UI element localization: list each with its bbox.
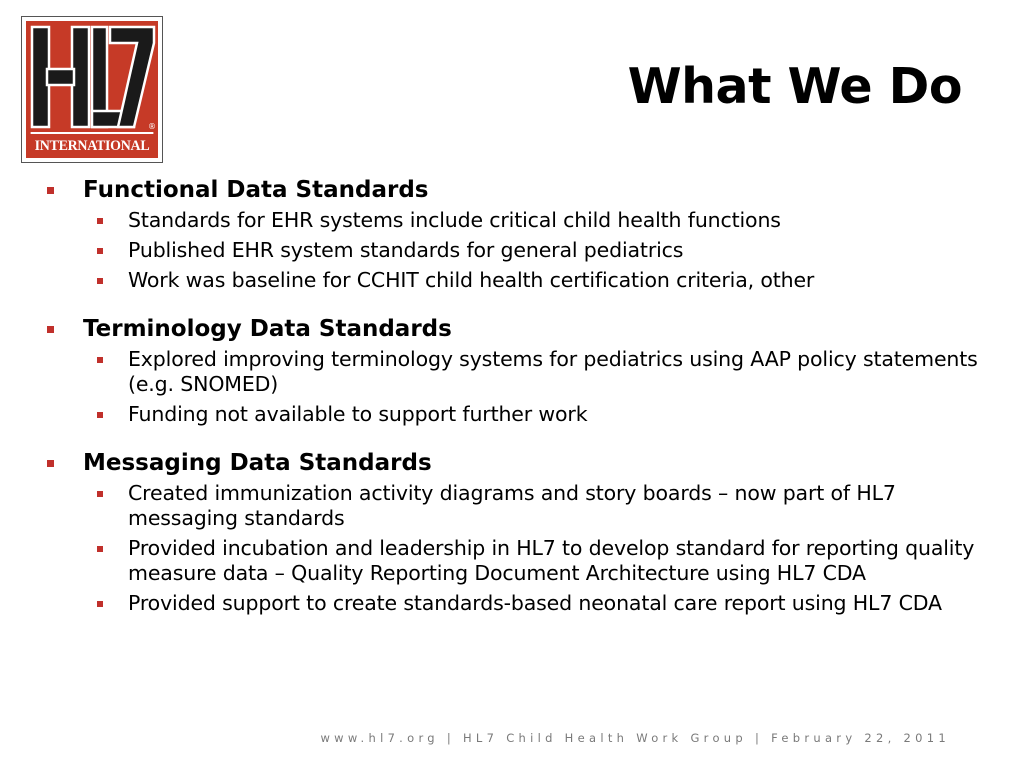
list-item-text: Funding not available to support further work <box>128 402 588 426</box>
square-bullet-icon <box>45 176 83 206</box>
section-heading-text: Functional Data Standards <box>83 177 429 203</box>
list-item-text: Standards for EHR systems include critical child health functions <box>128 208 781 232</box>
hl7-logo-mark <box>26 21 158 158</box>
sub-bullet-list <box>45 347 1005 427</box>
section-heading <box>45 176 1005 206</box>
hl7-logo <box>21 16 163 163</box>
list-item-text: Provided incubation and leadership in HL7 to develop standard for reporting quality measure data – Quality Reporting Document Architecture using HL7 CDA <box>128 536 975 585</box>
section-functional <box>45 176 1005 293</box>
list-item-text: Work was baseline for CCHIT child health certification criteria, other <box>128 268 815 292</box>
square-bullet-icon <box>93 591 128 615</box>
square-bullet-icon <box>93 402 128 426</box>
list-item <box>45 591 1005 616</box>
list-item <box>45 208 1005 233</box>
list-item-text: Created immunization activity diagrams and story boards – now part of HL7 messaging standards <box>128 481 896 530</box>
section-heading <box>45 449 1005 479</box>
square-bullet-icon <box>93 268 128 292</box>
square-bullet-icon <box>93 536 128 560</box>
section-messaging <box>45 449 1005 616</box>
hl7-logo-letters-icon <box>26 21 158 135</box>
section-heading-text: Messaging Data Standards <box>83 450 432 476</box>
square-bullet-icon <box>93 208 128 232</box>
square-bullet-icon <box>45 315 83 345</box>
section-terminology <box>45 315 1005 427</box>
list-item <box>45 238 1005 263</box>
list-item <box>45 402 1005 427</box>
section-heading-text: Terminology Data Standards <box>83 316 452 342</box>
list-item-text: Published EHR system standards for general pediatrics <box>128 238 684 262</box>
sub-bullet-list <box>45 481 1005 616</box>
slide-title: What We Do <box>627 58 962 115</box>
registered-mark: ® <box>148 122 156 131</box>
list-item <box>45 481 1005 531</box>
square-bullet-icon <box>93 347 128 371</box>
sub-bullet-list <box>45 208 1005 293</box>
logo-subtitle: INTERNATIONAL <box>31 132 154 158</box>
square-bullet-icon <box>93 481 128 505</box>
list-item-text: Explored improving terminology systems for pediatrics using AAP policy statements (e.g. SNOMED) <box>128 347 978 396</box>
list-item-text: Provided support to create standards-based neonatal care report using HL7 CDA <box>128 591 942 615</box>
list-item <box>45 268 1005 293</box>
slide-content <box>45 176 1005 638</box>
slide-footer: www.hl7.org | HL7 Child Health Work Group | February 22, 2011 <box>320 731 950 745</box>
square-bullet-icon <box>45 449 83 479</box>
section-heading <box>45 315 1005 345</box>
list-item <box>45 536 1005 586</box>
list-item <box>45 347 1005 397</box>
square-bullet-icon <box>93 238 128 262</box>
